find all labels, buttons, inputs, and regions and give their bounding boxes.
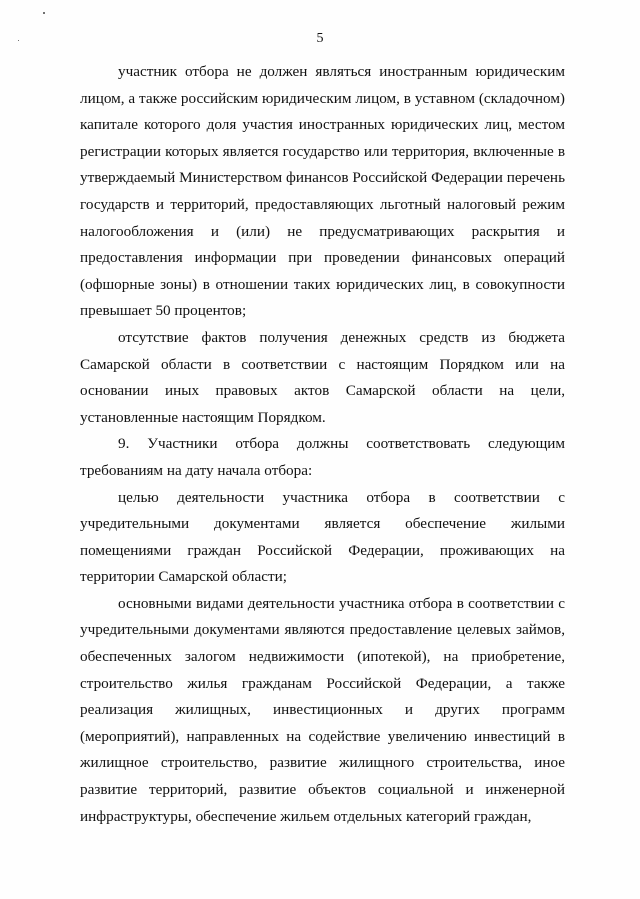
paragraph-foreign-entity-requirement: участник отбора не должен являться иностранным юридическим лицом, а также российским юридическим лицом, в уставном (складочном) капитале которого доля участия иностранных юридических лиц, местом регистрации которых является государство или территория, включенные в утверждаемый Министерством финансов Российской Федерации перечень государств и территорий, предоставляющих льготный налоговый режим налогообложения и (или) не предусматривающих раскрытия и предоставления информации при проведении финансовых операций (офшорные зоны) в отношении таких юридических лиц, в совокупности превышает 50 процентов; xyxy=(80,63,565,320)
document-body xyxy=(80,59,565,830)
paragraph-activity-goal: целью деятельности участника отбора в соответствии с учредительными документами является обеспечение жилыми помещениями граждан Российской Федерации, проживающих на территории Самарской области; xyxy=(80,488,565,586)
page-number: 5 xyxy=(316,31,324,46)
paragraph-main-activities: основными видами деятельности участника отбора в соответствии с учредительными документами являются предоставление целевых займов, обеспеченных залогом недвижимости (ипотекой), на приобретение, строительство жилья гражданам Российской Федерации, а также реализация жилищных, инвестиционных и других программ (мероприятий), направленных на содействие увеличению инвестиций в жилищное строительство, развитие жилищного строительства, иное развитие территорий, развитие объектов социальной и инженерной инфраструктуры, обеспечение жильем отдельных категорий граждан, xyxy=(80,594,565,825)
paragraph-no-budget-funds: отсутствие фактов получения денежных средств из бюджета Самарской области в соответствии с настоящим Порядком или на основании иных правовых актов Самарской области на цели, установленные настоящим Порядком. xyxy=(80,328,565,426)
paragraph-clause-9: 9. Участники отбора должны соответствовать следующим требованиям на дату начала отбора: xyxy=(80,435,565,479)
scan-artifact-dot xyxy=(43,12,45,14)
